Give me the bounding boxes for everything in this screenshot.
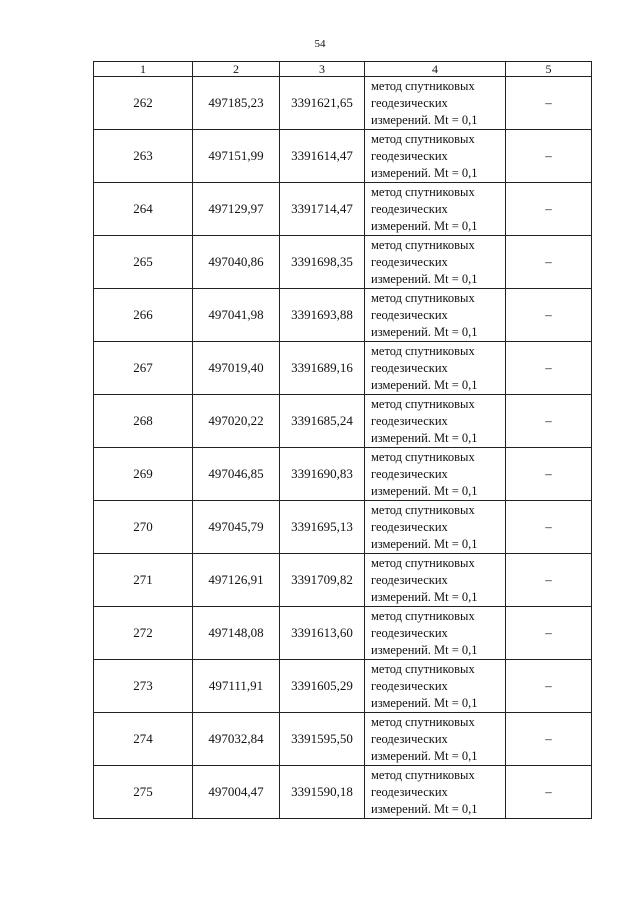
y-coordinate-cell: 3391685,24 bbox=[280, 395, 365, 448]
point-number-cell: 275 bbox=[94, 766, 193, 819]
x-coordinate-cell: 497020,22 bbox=[193, 395, 280, 448]
note-cell: – bbox=[506, 130, 592, 183]
column-header: 3 bbox=[280, 62, 365, 77]
table-row bbox=[94, 501, 592, 554]
method-line: измерений. Mt = 0,1 bbox=[371, 642, 478, 657]
method-line: геодезических bbox=[371, 201, 448, 216]
x-coordinate-cell: 497185,23 bbox=[193, 77, 280, 130]
note-cell: – bbox=[506, 554, 592, 607]
method-line: геодезических bbox=[371, 307, 448, 322]
method-line: геодезических bbox=[371, 572, 448, 587]
note-cell: – bbox=[506, 766, 592, 819]
method-line: метод спутниковых bbox=[371, 555, 475, 570]
x-coordinate-cell: 497004,47 bbox=[193, 766, 280, 819]
point-number-cell: 264 bbox=[94, 183, 193, 236]
table-row bbox=[94, 554, 592, 607]
method-cell bbox=[365, 77, 506, 130]
point-number-cell: 263 bbox=[94, 130, 193, 183]
x-coordinate-cell: 497046,85 bbox=[193, 448, 280, 501]
y-coordinate-cell: 3391689,16 bbox=[280, 342, 365, 395]
x-coordinate-cell: 497045,79 bbox=[193, 501, 280, 554]
method-line: измерений. Mt = 0,1 bbox=[371, 536, 478, 551]
method-line: измерений. Mt = 0,1 bbox=[371, 218, 478, 233]
method-line: измерений. Mt = 0,1 bbox=[371, 801, 478, 816]
point-number-cell: 265 bbox=[94, 236, 193, 289]
y-coordinate-cell: 3391690,83 bbox=[280, 448, 365, 501]
x-coordinate-cell: 497041,98 bbox=[193, 289, 280, 342]
method-cell bbox=[365, 554, 506, 607]
note-cell: – bbox=[506, 236, 592, 289]
y-coordinate-cell: 3391614,47 bbox=[280, 130, 365, 183]
method-line: метод спутниковых bbox=[371, 661, 475, 676]
table-row bbox=[94, 130, 592, 183]
method-line: геодезических bbox=[371, 731, 448, 746]
method-line: метод спутниковых bbox=[371, 608, 475, 623]
table-row bbox=[94, 77, 592, 130]
table-row bbox=[94, 289, 592, 342]
method-line: метод спутниковых bbox=[371, 131, 475, 146]
method-line: измерений. Mt = 0,1 bbox=[371, 377, 478, 392]
x-coordinate-cell: 497040,86 bbox=[193, 236, 280, 289]
table-row bbox=[94, 183, 592, 236]
column-header: 4 bbox=[365, 62, 506, 77]
table-row bbox=[94, 395, 592, 448]
method-line: геодезических bbox=[371, 413, 448, 428]
note-cell: – bbox=[506, 395, 592, 448]
x-coordinate-cell: 497019,40 bbox=[193, 342, 280, 395]
method-line: метод спутниковых bbox=[371, 714, 475, 729]
note-cell: – bbox=[506, 342, 592, 395]
method-cell bbox=[365, 130, 506, 183]
table-row bbox=[94, 766, 592, 819]
y-coordinate-cell: 3391709,82 bbox=[280, 554, 365, 607]
x-coordinate-cell: 497126,91 bbox=[193, 554, 280, 607]
note-cell: – bbox=[506, 713, 592, 766]
method-cell bbox=[365, 713, 506, 766]
method-line: метод спутниковых bbox=[371, 767, 475, 782]
y-coordinate-cell: 3391613,60 bbox=[280, 607, 365, 660]
point-number-cell: 273 bbox=[94, 660, 193, 713]
method-cell bbox=[365, 766, 506, 819]
method-cell bbox=[365, 342, 506, 395]
point-number-cell: 262 bbox=[94, 77, 193, 130]
method-cell bbox=[365, 236, 506, 289]
column-header: 1 bbox=[94, 62, 193, 77]
point-number-cell: 267 bbox=[94, 342, 193, 395]
method-line: метод спутниковых bbox=[371, 449, 475, 464]
point-number-cell: 274 bbox=[94, 713, 193, 766]
method-line: измерений. Mt = 0,1 bbox=[371, 430, 478, 445]
table-header-row bbox=[94, 62, 592, 77]
column-header: 2 bbox=[193, 62, 280, 77]
method-line: геодезических bbox=[371, 254, 448, 269]
method-cell bbox=[365, 183, 506, 236]
y-coordinate-cell: 3391595,50 bbox=[280, 713, 365, 766]
note-cell: – bbox=[506, 501, 592, 554]
method-line: метод спутниковых bbox=[371, 290, 475, 305]
method-line: геодезических bbox=[371, 519, 448, 534]
method-line: метод спутниковых bbox=[371, 184, 475, 199]
x-coordinate-cell: 497129,97 bbox=[193, 183, 280, 236]
method-cell bbox=[365, 395, 506, 448]
method-line: геодезических bbox=[371, 466, 448, 481]
method-line: измерений. Mt = 0,1 bbox=[371, 483, 478, 498]
note-cell: – bbox=[506, 77, 592, 130]
method-line: геодезических bbox=[371, 360, 448, 375]
y-coordinate-cell: 3391695,13 bbox=[280, 501, 365, 554]
x-coordinate-cell: 497111,91 bbox=[193, 660, 280, 713]
page-number: 54 bbox=[314, 38, 326, 50]
column-header: 5 bbox=[506, 62, 592, 77]
note-cell: – bbox=[506, 448, 592, 501]
y-coordinate-cell: 3391605,29 bbox=[280, 660, 365, 713]
method-line: геодезических bbox=[371, 784, 448, 799]
method-line: метод спутниковых bbox=[371, 343, 475, 358]
method-line: метод спутниковых bbox=[371, 78, 475, 93]
method-line: измерений. Mt = 0,1 bbox=[371, 589, 478, 604]
y-coordinate-cell: 3391714,47 bbox=[280, 183, 365, 236]
table-row bbox=[94, 713, 592, 766]
point-number-cell: 270 bbox=[94, 501, 193, 554]
method-line: геодезических bbox=[371, 148, 448, 163]
method-cell bbox=[365, 289, 506, 342]
method-line: геодезических bbox=[371, 625, 448, 640]
method-cell bbox=[365, 501, 506, 554]
point-number-cell: 272 bbox=[94, 607, 193, 660]
x-coordinate-cell: 497151,99 bbox=[193, 130, 280, 183]
method-line: измерений. Mt = 0,1 bbox=[371, 748, 478, 763]
coordinates-table bbox=[93, 61, 592, 819]
point-number-cell: 271 bbox=[94, 554, 193, 607]
method-line: метод спутниковых bbox=[371, 502, 475, 517]
note-cell: – bbox=[506, 289, 592, 342]
table-row bbox=[94, 236, 592, 289]
method-line: измерений. Mt = 0,1 bbox=[371, 695, 478, 710]
method-line: измерений. Mt = 0,1 bbox=[371, 324, 478, 339]
table-row bbox=[94, 607, 592, 660]
table-body bbox=[94, 77, 592, 819]
method-cell bbox=[365, 660, 506, 713]
point-number-cell: 266 bbox=[94, 289, 193, 342]
method-line: измерений. Mt = 0,1 bbox=[371, 112, 478, 127]
point-number-cell: 268 bbox=[94, 395, 193, 448]
x-coordinate-cell: 497032,84 bbox=[193, 713, 280, 766]
method-line: метод спутниковых bbox=[371, 396, 475, 411]
table-row bbox=[94, 342, 592, 395]
note-cell: – bbox=[506, 660, 592, 713]
table-row bbox=[94, 660, 592, 713]
note-cell: – bbox=[506, 607, 592, 660]
note-cell: – bbox=[506, 183, 592, 236]
method-line: метод спутниковых bbox=[371, 237, 475, 252]
x-coordinate-cell: 497148,08 bbox=[193, 607, 280, 660]
table-row bbox=[94, 448, 592, 501]
y-coordinate-cell: 3391621,65 bbox=[280, 77, 365, 130]
y-coordinate-cell: 3391590,18 bbox=[280, 766, 365, 819]
y-coordinate-cell: 3391698,35 bbox=[280, 236, 365, 289]
method-line: геодезических bbox=[371, 678, 448, 693]
point-number-cell: 269 bbox=[94, 448, 193, 501]
method-cell bbox=[365, 448, 506, 501]
y-coordinate-cell: 3391693,88 bbox=[280, 289, 365, 342]
method-cell bbox=[365, 607, 506, 660]
method-line: геодезических bbox=[371, 95, 448, 110]
method-line: измерений. Mt = 0,1 bbox=[371, 271, 478, 286]
method-line: измерений. Mt = 0,1 bbox=[371, 165, 478, 180]
